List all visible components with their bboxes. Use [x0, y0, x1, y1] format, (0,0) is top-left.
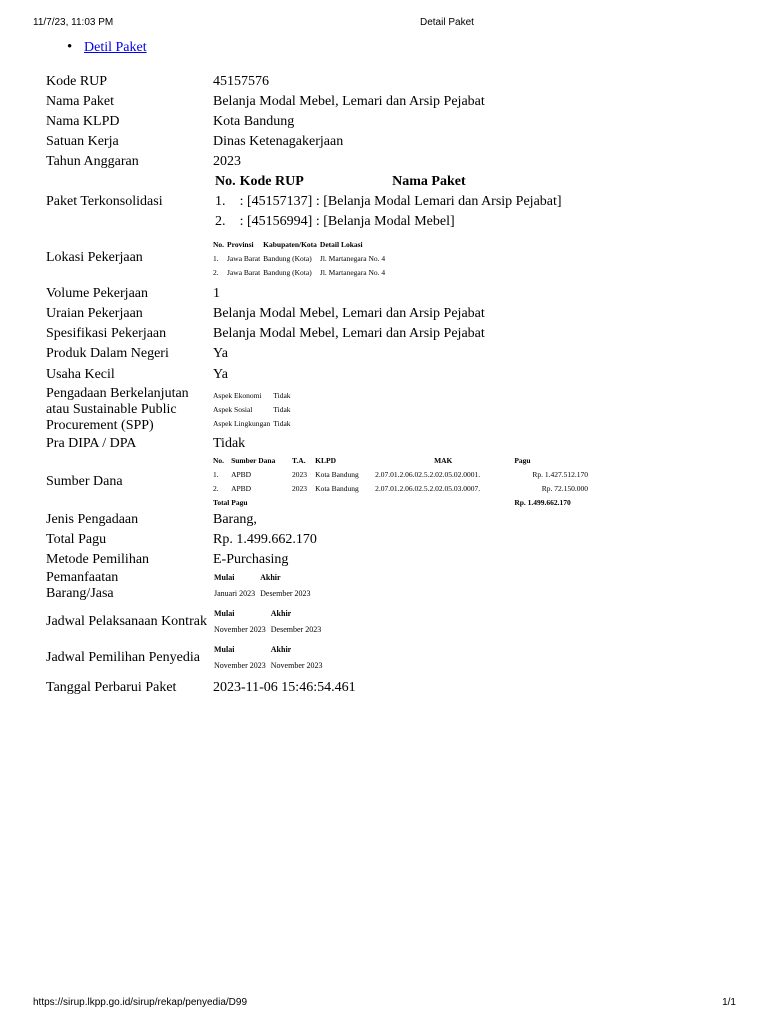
- row-produk-dalam-negeri: [46, 344, 606, 364]
- pemanfaatan-h1: Mulai: [214, 573, 235, 582]
- label-spp: Pengadaan Berkelanjutan atau Sustainable Public Procurement (SPP): [46, 386, 189, 433]
- row-nama-paket: [46, 92, 606, 112]
- lokasi-detail: Jl. Martanegara No. 4: [319, 268, 386, 277]
- kons-text: : [45156994] : [Belanja Modal Mebel]: [239, 214, 455, 229]
- label-usaha-kecil: Usaha Kecil: [46, 367, 115, 382]
- lokasi-header-detail: Detail Lokasi: [319, 240, 363, 249]
- value-total-pagu: Rp. 1.499.662.170: [213, 532, 317, 547]
- spp-table: [213, 389, 294, 431]
- table-row: [213, 212, 564, 232]
- lokasi-no: 1.: [213, 254, 219, 263]
- jadwal-kontrak-table: [213, 606, 325, 638]
- sd-pagu: Rp. 72.150.000: [541, 484, 588, 493]
- row-kode-rup: [46, 72, 606, 92]
- table-row: [213, 192, 564, 212]
- value-satuan-kerja: Dinas Ketenagakerjaan: [213, 134, 344, 149]
- table-row: [213, 403, 294, 417]
- row-metode-pemilihan: [46, 550, 606, 570]
- sd-header-no: No.: [213, 456, 225, 465]
- nav-item: [84, 40, 147, 56]
- sd-mak: 2.07.01.2.06.02.5.2.02.05.02.0001.: [375, 470, 481, 479]
- row-lokasi: [46, 232, 606, 284]
- lokasi-header-kota: Kabupaten/Kota: [263, 240, 317, 249]
- kons-no: 1.: [215, 194, 226, 209]
- label-nama-paket: Nama Paket: [46, 94, 115, 109]
- label-nama-klpd: Nama KLPD: [46, 114, 120, 129]
- lokasi-header-no: No.: [213, 240, 225, 249]
- kons-no: 2.: [215, 214, 226, 229]
- jadwal-pemilihan-table: [213, 642, 327, 674]
- lokasi-no: 2.: [213, 268, 219, 277]
- table-row: [213, 266, 388, 280]
- row-tanggal-perbarui: [46, 674, 606, 698]
- sd-total-value: Rp. 1.499.662.170: [514, 498, 571, 507]
- label-pemanfaatan: Pemanfaatan Barang/Jasa: [46, 570, 119, 601]
- row-tahun-anggaran: [46, 152, 606, 172]
- jadwal-kontrak-h1: Mulai: [214, 609, 235, 618]
- row-usaha-kecil: [46, 364, 606, 386]
- detail-table: [46, 72, 606, 698]
- sd-header-pagu: Pagu: [514, 456, 531, 465]
- spp-aspek: Aspek Lingkungan: [213, 419, 271, 428]
- sd-ta: 2023: [291, 470, 307, 479]
- value-nama-klpd: Kota Bandung: [213, 114, 295, 129]
- sumber-dana-table: [213, 454, 591, 510]
- label-jadwal-pemilihan: Jadwal Pemilihan Penyedia: [46, 650, 200, 665]
- lokasi-table: [213, 238, 388, 280]
- label-spesifikasi: Spesifikasi Pekerjaan: [46, 326, 167, 341]
- sd-klpd: Kota Bandung: [315, 484, 359, 493]
- value-nama-paket: Belanja Modal Mebel, Lemari dan Arsip Pejabat: [213, 94, 485, 109]
- table-row: [213, 482, 591, 496]
- print-page-number: 1/1: [722, 997, 736, 1008]
- value-uraian: Belanja Modal Mebel, Lemari dan Arsip Pejabat: [213, 306, 485, 321]
- label-jenis-pengadaan: Jenis Pengadaan: [46, 512, 139, 527]
- detil-paket-link[interactable]: Detil Paket: [84, 40, 147, 55]
- pemanfaatan-h2: Akhir: [260, 573, 281, 582]
- value-produk-dalam-negeri: Ya: [213, 346, 228, 361]
- label-sumber-dana: Sumber Dana: [46, 474, 123, 489]
- spp-nilai: Tidak: [273, 405, 291, 414]
- table-row: [213, 252, 388, 266]
- value-pra-dipa: Tidak: [213, 436, 246, 451]
- sd-mak: 2.07.01.2.06.02.5.2.02.05.03.0007.: [375, 484, 481, 493]
- spp-nilai: Tidak: [273, 391, 291, 400]
- lokasi-kota: Bandung (Kota): [263, 268, 312, 277]
- kons-header-kode: Kode RUP: [239, 174, 304, 189]
- sd-pagu: Rp. 1.427.512.170: [532, 470, 588, 479]
- value-kode-rup: 45157576: [213, 74, 269, 89]
- spp-nilai: Tidak: [273, 419, 291, 428]
- label-kode-rup: Kode RUP: [46, 74, 108, 89]
- value-usaha-kecil: Ya: [213, 367, 228, 382]
- lokasi-provinsi: Jawa Barat: [227, 268, 261, 277]
- page-content: [46, 40, 746, 695]
- sd-sumber: APBD: [231, 484, 252, 493]
- pemanfaatan-mulai: Januari 2023: [214, 589, 256, 598]
- konsolidasi-table: [213, 172, 564, 232]
- nav-list: [46, 40, 746, 60]
- jadwal-pemilihan-mulai: November 2023: [214, 661, 266, 670]
- row-volume: [46, 284, 606, 304]
- kons-header-no: No.: [215, 174, 236, 189]
- sd-no: 2.: [213, 484, 219, 493]
- sd-header-ta: T.A.: [291, 456, 306, 465]
- jadwal-pemilihan-h1: Mulai: [214, 645, 235, 654]
- table-row: [213, 389, 294, 403]
- pemanfaatan-table: [213, 570, 315, 602]
- row-sumber-dana: [46, 454, 606, 510]
- sd-ta: 2023: [291, 484, 307, 493]
- value-jenis-pengadaan: Barang,: [213, 512, 257, 527]
- spp-aspek: Aspek Ekonomi: [213, 391, 262, 400]
- row-paket-konsolidasi: [46, 172, 606, 232]
- pemanfaatan-akhir: Desember 2023: [260, 589, 311, 598]
- label-produk-dalam-negeri: Produk Dalam Negeri: [46, 346, 169, 361]
- row-satuan-kerja: [46, 132, 606, 152]
- row-jadwal-kontrak: [46, 602, 606, 638]
- sd-no: 1.: [213, 470, 219, 479]
- label-paket-konsolidasi: Paket Terkonsolidasi: [46, 194, 163, 209]
- value-tahun-anggaran: 2023: [213, 154, 241, 169]
- print-title: Detail Paket: [420, 17, 474, 28]
- value-tanggal-perbarui: 2023-11-06 15:46:54.461: [213, 680, 356, 695]
- lokasi-detail: Jl. Martanegara No. 4: [319, 254, 386, 263]
- jadwal-kontrak-akhir: Desember 2023: [270, 625, 322, 634]
- value-spesifikasi: Belanja Modal Mebel, Lemari dan Arsip Pejabat: [213, 326, 485, 341]
- label-metode-pemilihan: Metode Pemilihan: [46, 552, 150, 567]
- sd-header-sumber: Sumber Dana: [231, 456, 276, 465]
- jadwal-kontrak-h2: Akhir: [270, 609, 292, 618]
- sd-klpd: Kota Bandung: [315, 470, 359, 479]
- spp-aspek: Aspek Sosial: [213, 405, 253, 414]
- lokasi-header-provinsi: Provinsi: [227, 240, 254, 249]
- sd-sumber: APBD: [231, 470, 252, 479]
- label-satuan-kerja: Satuan Kerja: [46, 134, 119, 149]
- value-metode-pemilihan: E-Purchasing: [213, 552, 289, 567]
- sd-total-row: [213, 496, 591, 510]
- label-lokasi: Lokasi Pekerjaan: [46, 250, 143, 265]
- label-volume: Volume Pekerjaan: [46, 286, 148, 301]
- sd-header-mak: MAK: [434, 456, 453, 465]
- row-spesifikasi: [46, 324, 606, 344]
- label-pra-dipa: Pra DIPA / DPA: [46, 436, 137, 451]
- jadwal-pemilihan-akhir: November 2023: [270, 661, 323, 670]
- row-jadwal-pemilihan: [46, 638, 606, 674]
- value-volume: 1: [213, 286, 220, 301]
- label-tanggal-perbarui: Tanggal Perbarui Paket: [46, 680, 177, 695]
- row-pemanfaatan: [46, 570, 606, 602]
- jadwal-kontrak-mulai: November 2023: [214, 625, 266, 634]
- sd-header-klpd: KLPD: [315, 456, 337, 465]
- kons-text: : [45157137] : [Belanja Modal Lemari dan Arsip Pejabat]: [239, 194, 562, 209]
- lokasi-kota: Bandung (Kota): [263, 254, 312, 263]
- sd-total-label: Total Pagu: [213, 498, 248, 507]
- table-row: [213, 468, 591, 482]
- row-nama-klpd: [46, 112, 606, 132]
- row-jenis-pengadaan: [46, 510, 606, 530]
- label-jadwal-kontrak: Jadwal Pelaksanaan Kontrak: [46, 614, 207, 629]
- row-total-pagu: [46, 530, 606, 550]
- print-datetime: 11/7/23, 11:03 PM: [33, 17, 114, 28]
- row-spp: [46, 386, 606, 434]
- lokasi-provinsi: Jawa Barat: [227, 254, 261, 263]
- jadwal-pemilihan-h2: Akhir: [270, 645, 292, 654]
- table-row: [213, 417, 294, 431]
- label-total-pagu: Total Pagu: [46, 532, 107, 547]
- label-tahun-anggaran: Tahun Anggaran: [46, 154, 139, 169]
- kons-header-nama: Nama Paket: [392, 174, 466, 189]
- label-uraian: Uraian Pekerjaan: [46, 306, 143, 321]
- print-url: https://sirup.lkpp.go.id/sirup/rekap/penyedia/D99: [33, 997, 248, 1008]
- row-pra-dipa: [46, 434, 606, 454]
- row-uraian: [46, 304, 606, 324]
